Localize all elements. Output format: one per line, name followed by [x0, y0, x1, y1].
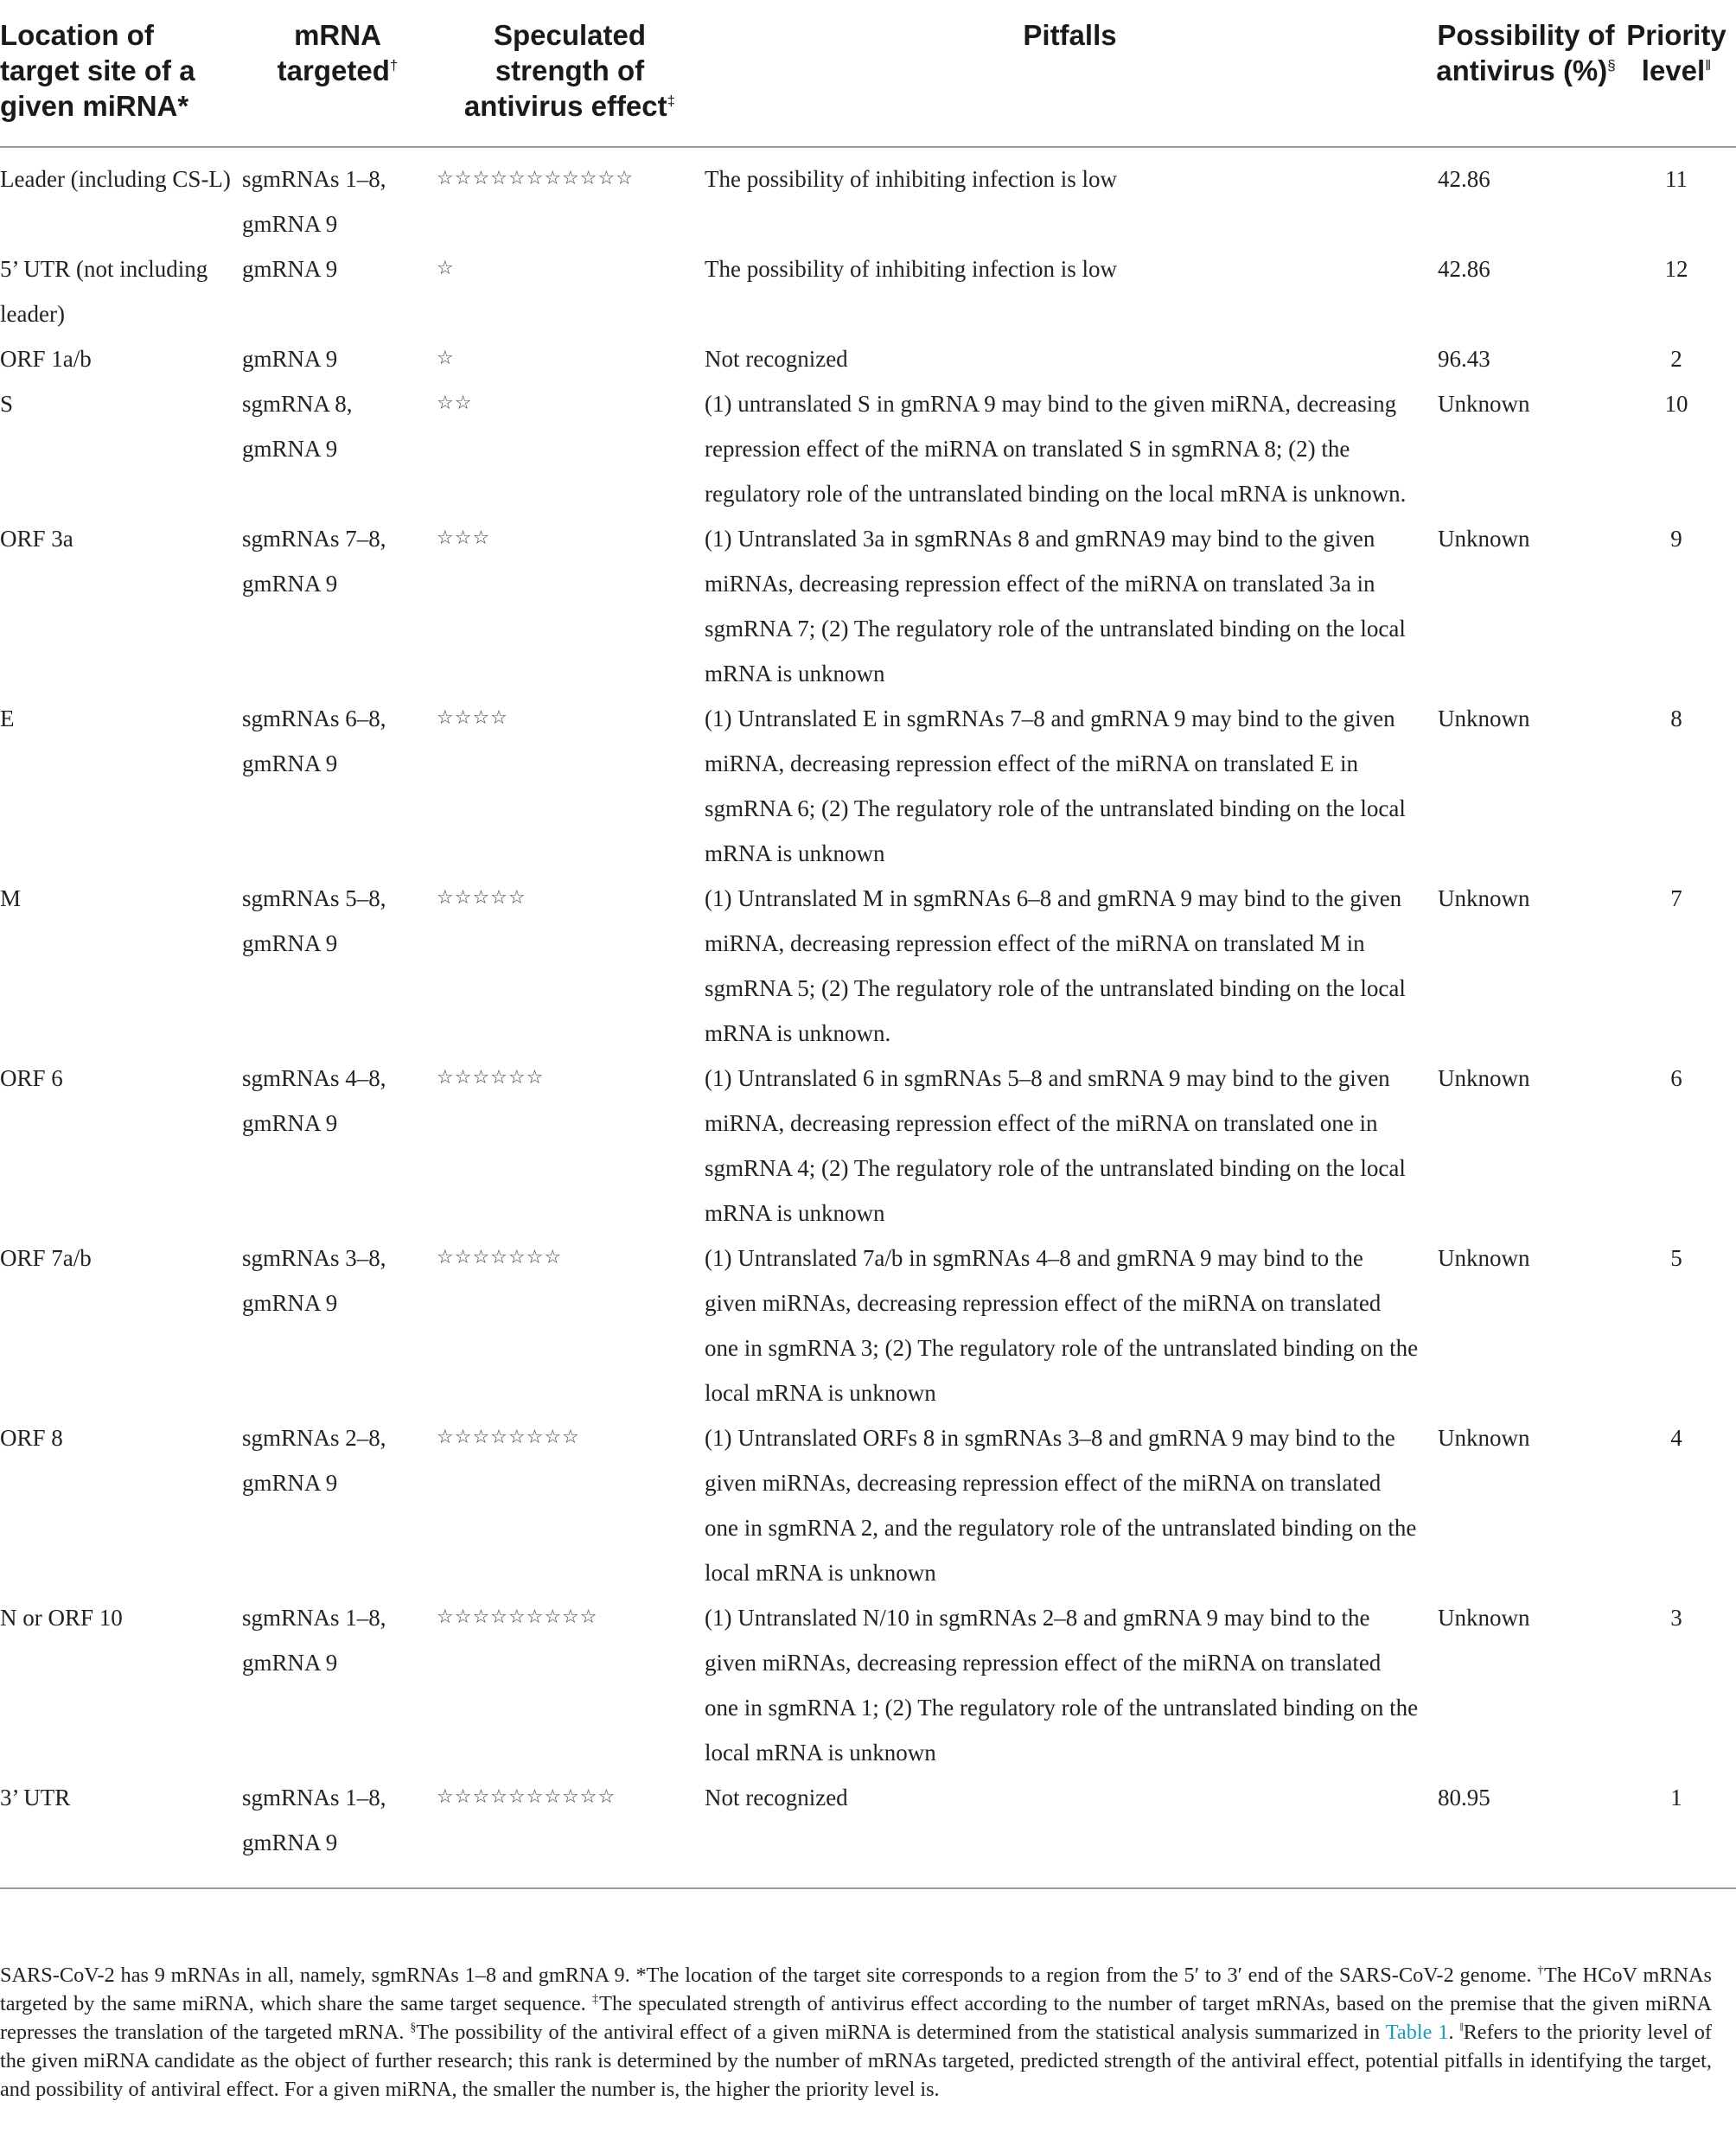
row-strength-stars: ☆☆☆☆☆☆	[437, 1067, 545, 1089]
row-strength-stars: ☆☆☆☆☆☆☆☆☆	[437, 1606, 598, 1628]
row-location: ORF 1a/b	[0, 346, 92, 372]
header-mrna-label: mRNA targeted	[277, 19, 390, 86]
row-mrna-targeted: sgmRNAs 3–8, gmRNA 9	[242, 1245, 386, 1316]
row-pitfalls: Not recognized	[705, 1785, 848, 1810]
header-pitfalls-label: Pitfalls	[1023, 19, 1117, 51]
row-possibility: Unknown	[1438, 1065, 1530, 1091]
table-row	[0, 516, 1736, 696]
row-pitfalls: The possibility of inhibiting infection is low	[705, 256, 1117, 282]
row-strength-stars: ☆☆☆☆☆☆☆	[437, 1247, 563, 1268]
row-possibility: 96.43	[1438, 346, 1490, 372]
row-location: ORF 3a	[0, 526, 73, 552]
row-pitfalls: (1) Untranslated E in sgmRNAs 7–8 and gmRNA 9 may bind to the given miRNA, decreasing repression effect of the miRNA on translated E in sgmRNA 6; (2) The regulatory role of the untranslated binding on the local mRNA is unknown	[705, 706, 1406, 866]
row-mrna-targeted: sgmRNA 8, gmRNA 9	[242, 391, 353, 462]
header-priority-label: Priority level	[1626, 19, 1726, 86]
row-pitfalls: (1) Untranslated 7a/b in sgmRNAs 4–8 and gmRNA 9 may bind to the given miRNAs, decreasing repression effect of the miRNA on translated one in sgmRNA 3; (2) The regulatory role of the untranslated binding on the local mRNA is unknown	[705, 1245, 1419, 1406]
row-priority: 9	[1670, 526, 1682, 552]
row-location: Leader (including CS-L)	[0, 166, 231, 192]
footnote-mark-double-dagger: ‡	[591, 1992, 600, 2006]
footnote-text-section: The possibility of the antiviral effect of a given miRNA is determined from the statistical analysis summarized in	[416, 2021, 1386, 2044]
table-row	[0, 246, 1736, 336]
header-pitfalls	[705, 0, 1435, 147]
row-location: ORF 8	[0, 1425, 63, 1451]
row-location: ORF 6	[0, 1065, 63, 1091]
footnote-text-dagger: The HCoV mRNAs targeted by the same miRNA, which share the same target sequence.	[0, 1964, 1712, 2015]
row-priority: 8	[1670, 706, 1682, 731]
row-pitfalls: (1) untranslated S in gmRNA 9 may bind to the given miRNA, decreasing repression effect of the miRNA on translated S in sgmRNA 8; (2) the regulatory role of the untranslated binding on the local mRNA is unknown.	[705, 391, 1407, 507]
header-mrna	[240, 0, 435, 147]
row-strength-stars: ☆☆☆☆	[437, 707, 508, 729]
row-location: E	[0, 706, 15, 731]
row-mrna-targeted: sgmRNAs 1–8, gmRNA 9	[242, 1605, 386, 1676]
row-pitfalls: The possibility of inhibiting infection is low	[705, 166, 1117, 192]
row-priority: 6	[1670, 1065, 1682, 1091]
footnote-mark-parallel: ‖	[1459, 2021, 1464, 2034]
footnote-mark-section: §	[410, 2021, 417, 2034]
row-mrna-targeted: sgmRNAs 1–8, gmRNA 9	[242, 1785, 386, 1855]
row-mrna-targeted: sgmRNAs 4–8, gmRNA 9	[242, 1065, 386, 1136]
header-possibility-label: Possibility of antivirus (%)	[1436, 19, 1615, 86]
row-strength-stars: ☆	[437, 258, 455, 279]
table-row	[0, 1595, 1736, 1775]
row-possibility: Unknown	[1438, 1425, 1530, 1451]
row-possibility: Unknown	[1438, 885, 1530, 911]
row-pitfalls: (1) Untranslated ORFs 8 in sgmRNAs 3–8 and gmRNA 9 may bind to the given miRNAs, decreasing repression effect of the miRNA on translated one in sgmRNA 2, and the regulatory role of the untranslated binding on the local mRNA is unknown	[705, 1425, 1417, 1586]
row-priority: 1	[1670, 1785, 1682, 1810]
table-row	[0, 1775, 1736, 1887]
row-possibility: Unknown	[1438, 1605, 1530, 1631]
row-possibility: 42.86	[1438, 256, 1490, 282]
row-possibility: 42.86	[1438, 166, 1490, 192]
row-possibility: Unknown	[1438, 526, 1530, 552]
row-priority: 7	[1670, 885, 1682, 911]
table-bottom-rule	[0, 1887, 1736, 1889]
row-pitfalls: Not recognized	[705, 346, 848, 372]
table-footnote	[0, 1961, 1712, 2104]
row-possibility: Unknown	[1438, 1245, 1530, 1271]
row-mrna-targeted: sgmRNAs 6–8, gmRNA 9	[242, 706, 386, 776]
row-possibility: 80.95	[1438, 1785, 1490, 1810]
table-row	[0, 1415, 1736, 1595]
row-location: ORF 7a/b	[0, 1245, 92, 1271]
footnote-mark-dagger: †	[1537, 1964, 1545, 1977]
footnote-intro: SARS-CoV-2 has 9 mRNAs in all, namely, sgmRNAs 1–8 and gmRNA 9. *The location of the target site corresponds to a region from the 5′ to 3′ end of the SARS-CoV-2 genome.	[0, 1964, 1538, 1987]
row-strength-stars: ☆☆	[437, 393, 473, 414]
row-mrna-targeted: sgmRNAs 2–8, gmRNA 9	[242, 1425, 386, 1496]
table-row	[0, 147, 1736, 246]
row-strength-stars: ☆☆☆☆☆☆☆☆	[437, 1427, 580, 1448]
header-mrna-mark: †	[389, 57, 399, 73]
table-row	[0, 876, 1736, 1056]
row-location: 3’ UTR	[0, 1785, 71, 1810]
row-priority: 10	[1664, 391, 1688, 417]
row-strength-stars: ☆☆☆☆☆☆☆☆☆☆	[437, 1786, 616, 1808]
row-priority: 5	[1670, 1245, 1682, 1271]
table-header-row	[0, 0, 1736, 147]
row-location: S	[0, 391, 14, 417]
row-priority: 11	[1665, 166, 1688, 192]
table-1-link[interactable]: Table 1	[1385, 2021, 1449, 2044]
header-priority-mark: ‖	[1705, 57, 1712, 73]
row-pitfalls: (1) Untranslated 6 in sgmRNAs 5–8 and smRNA 9 may bind to the given miRNA, decreasing repression effect of the miRNA on translated one in sgmRNA 4; (2) The regulatory role of the untranslated binding on the local mRNA is unknown	[705, 1065, 1406, 1226]
row-pitfalls: (1) Untranslated M in sgmRNAs 6–8 and gmRNA 9 may bind to the given miRNA, decreasing repression effect of the miRNA on translated M in sgmRNA 5; (2) The regulatory role of the untranslated binding on the local mRNA is unknown.	[705, 885, 1406, 1046]
row-mrna-targeted: gmRNA 9	[242, 256, 338, 282]
row-mrna-targeted: gmRNA 9	[242, 346, 338, 372]
table-row	[0, 336, 1736, 381]
row-strength-stars: ☆☆☆	[437, 527, 491, 549]
row-priority: 12	[1664, 256, 1688, 282]
header-strength-mark: ‡	[667, 93, 676, 109]
row-pitfalls: (1) Untranslated N/10 in sgmRNAs 2–8 and gmRNA 9 may bind to the given miRNAs, decreasing repression effect of the miRNA on translated one in sgmRNA 1; (2) The regulatory role of the untranslated binding on the local mRNA is unknown	[705, 1605, 1419, 1766]
table-row	[0, 1056, 1736, 1236]
footnote-text-double-dagger: The speculated strength of antivirus effect according to the number of target mRNAs, based on the premise that the given miRNA represses the translation of the targeted mRNA.	[0, 1992, 1712, 2044]
table-row	[0, 381, 1736, 516]
row-location: M	[0, 885, 22, 911]
row-pitfalls: (1) Untranslated 3a in sgmRNAs 8 and gmRNA9 may bind to the given miRNAs, decreasing repression effect of the miRNA on translated 3a in sgmRNA 7; (2) The regulatory role of the untranslated binding on the local mRNA is unknown	[705, 526, 1406, 687]
row-strength-stars: ☆☆☆☆☆	[437, 887, 527, 909]
row-location: 5’ UTR (not including leader)	[0, 256, 208, 327]
row-priority: 4	[1670, 1425, 1682, 1451]
row-location: N or ORF 10	[0, 1605, 123, 1631]
row-possibility: Unknown	[1438, 706, 1530, 731]
table-row	[0, 696, 1736, 876]
table-body	[0, 147, 1736, 1887]
footnote-text-section-end: .	[1448, 2021, 1460, 2044]
row-priority: 2	[1670, 346, 1682, 372]
row-strength-stars: ☆	[437, 348, 455, 369]
header-possibility-mark: §	[1607, 57, 1616, 73]
footnote-text-parallel: Refers to the priority level of the given miRNA candidate as the object of further research; this rank is determined by the number of mRNAs targeted, predicted strength of the antiviral effect, potential pitfalls in identifying the target, and possibility of antiviral effect. For a given miRNA, the smaller the number is, the higher the priority level is.	[0, 2021, 1712, 2101]
row-strength-stars: ☆☆☆☆☆☆☆☆☆☆☆	[437, 168, 634, 189]
header-priority	[1617, 0, 1736, 147]
row-mrna-targeted: sgmRNAs 5–8, gmRNA 9	[242, 885, 386, 956]
header-location	[0, 0, 240, 147]
row-priority: 3	[1670, 1605, 1682, 1631]
header-strength-label: Speculated strength of antivirus effect	[463, 19, 667, 122]
row-possibility: Unknown	[1438, 391, 1530, 417]
header-location-label: Location of target site of a given miRNA*	[0, 19, 195, 122]
row-mrna-targeted: sgmRNAs 1–8, gmRNA 9	[242, 166, 386, 237]
header-strength	[435, 0, 705, 147]
row-mrna-targeted: sgmRNAs 7–8, gmRNA 9	[242, 526, 386, 597]
table-row	[0, 1236, 1736, 1415]
header-possibility	[1435, 0, 1617, 147]
